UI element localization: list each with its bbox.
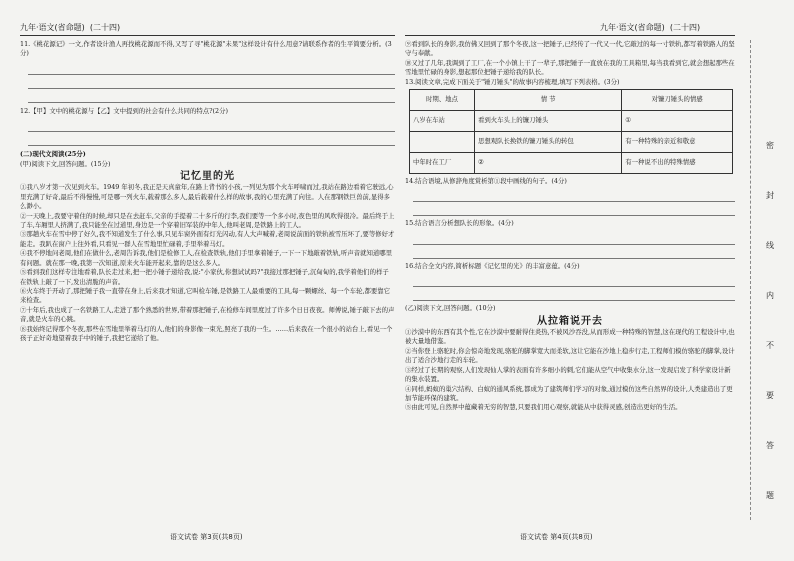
paragraph: ④同样,蚂蚁的巢穴结构、白蚁的通风系统,都成为了建筑师们学习的对象,通过模仿这些自然界的设计,人类建造出了更加节能环保的建筑。 bbox=[405, 384, 733, 402]
question-12: 12.【甲】文中的桃花源与【乙】文中提到的社会有什么共同的特点?(2分) bbox=[20, 106, 228, 115]
section-heading: (二)现代文阅读(25分) bbox=[20, 150, 86, 159]
sub-instruction: (乙)阅读下文,回答问题。(10分) bbox=[405, 304, 496, 313]
paragraph: ③那趟火车在雪中停了好久,我不知道发生了什么事,只见车窗外面有灯光闪动,有人大声喊着,老周说前面的铁轨被雪压坏了,要等修好才能走。我趴在窗户上往外看,只看见一群人在雪地里忙碌着,手里举着马灯。 bbox=[20, 230, 395, 248]
table-cell: 中年时在工厂 bbox=[410, 153, 475, 174]
sub-instruction: (甲)阅读下文,回答问题。(15分) bbox=[20, 159, 111, 168]
paragraph: ⑧我始终记得那个冬夜,那些在雪地里举着马灯的人,他们的身影像一束光,照亮了我的一生。……后来我在一个很小的站台上,看见一个孩子正好奇地望着我手中的锤子,我把它递给了他。 bbox=[20, 324, 393, 342]
table-cell: 八岁在车站 bbox=[410, 111, 475, 132]
answer-line[interactable] bbox=[28, 89, 395, 103]
table-header: 情 节 bbox=[474, 90, 621, 111]
answer-line[interactable] bbox=[413, 202, 735, 216]
article-title: 从拉箱说开去 bbox=[537, 315, 603, 327]
table-row bbox=[410, 132, 733, 153]
table-cell: 有一种特殊的亲近和敬意 bbox=[622, 132, 733, 153]
table-cell bbox=[410, 132, 475, 153]
header-number: (二十四) bbox=[89, 23, 121, 32]
table-row bbox=[410, 111, 733, 132]
sidebar-char: 要 bbox=[766, 391, 774, 400]
header-rule-right bbox=[405, 35, 735, 36]
header-grade: 九年·语文(省命题) bbox=[600, 23, 665, 32]
table-cell: 有一种说不出的特殊情感 bbox=[622, 153, 733, 174]
answer-line[interactable] bbox=[413, 188, 735, 202]
answer-line[interactable] bbox=[413, 231, 735, 245]
paragraph: ⑩又过了几年,我调到了工厂,在一个小镇上干了一辈子,那把锤子一直放在我的工具箱里,每当我看到它,就会想起那些在雪地里忙碌的身影,想起那位把锤子递给我的队长。 bbox=[405, 58, 735, 77]
table-cell: 看到火车头上的镰刀锤头 bbox=[474, 111, 621, 132]
sidebar-char: 内 bbox=[766, 291, 774, 300]
table-cell: 思想观队长换铁的镰刀锤头的转包 bbox=[474, 132, 621, 153]
paragraph: ⑤由此可见,自然界中蕴藏着无穷的智慧,只要我们用心观察,就能从中获得灵感,创造出更好的生活。 bbox=[405, 403, 682, 412]
left-page bbox=[20, 40, 395, 343]
sidebar-char: 密 bbox=[766, 141, 774, 150]
paragraph: ⑨看到队长的身影,我仿佛又回到了那个冬夜,这一把锤子,已经传了一代又一代,它敲过的每一寸铁轨,都写着铁路人的坚守与奉献。 bbox=[405, 40, 735, 58]
paragraph: ①沙漠中的东西有其个性,它在沙漠中要耐得住炎热,不被风沙吞没,从而形成一种特殊的智慧,这在现代的工程设计中,也被大量地借鉴。 bbox=[405, 328, 735, 346]
answer-line[interactable] bbox=[413, 273, 735, 287]
sidebar-char: 不 bbox=[766, 341, 774, 350]
page-footer-left: 语文试卷 第3页(共8页) bbox=[170, 533, 243, 541]
header-number: (二十四) bbox=[669, 23, 701, 32]
table-header: 对镰刀锤头的情感 bbox=[622, 90, 733, 111]
sidebar-char: 题 bbox=[766, 491, 774, 500]
table-header: 时期、地点 bbox=[410, 90, 475, 111]
table-row bbox=[410, 153, 733, 174]
sidebar-char: 封 bbox=[766, 191, 774, 200]
page-footer-right: 语文试卷 第4页(共8页) bbox=[520, 533, 593, 541]
question-15: 15.结合语言分析想队长的形象。(4分) bbox=[405, 219, 514, 228]
sidebar-char: 线 bbox=[766, 241, 774, 250]
answer-line[interactable] bbox=[28, 132, 395, 146]
table-cell-blank[interactable]: ① bbox=[622, 111, 733, 132]
paragraph: ③经过了长期的观察,人们发现仙人掌的表面有许多细小的刺,它们能从空气中收集水分,这一发现启发了科学家设计新的集水装置。 bbox=[405, 365, 731, 384]
table-cell-blank[interactable]: ② bbox=[474, 153, 621, 174]
paragraph: ②当你登上骆驼时,你会惊奇地发现,骆驼的脚掌宽大而柔软,这让它能在沙地上稳步行走,工程师们模仿骆驼的脚掌,设计出了适合沙地行走的车轮。 bbox=[405, 346, 735, 365]
answer-line[interactable] bbox=[28, 118, 395, 132]
story-table bbox=[409, 89, 733, 174]
paragraph: ⑦十年后,我也成了一名铁路工人,走进了那个熟悉的世界,带着那把锤子,在检修车间里度过了许多个日日夜夜。师傅说,锤子敲下去的声音,就是火车的心跳。 bbox=[20, 305, 395, 324]
article-title: 记忆里的光 bbox=[180, 171, 235, 183]
paragraph: ②一天晚上,我要守着住的时候,却只是在去赶车,父亲的手提着二十多斤的行李,我们要等一个多小时,夜色里的风吹得很冷。最后终于上了车,车厢里人挤满了,我只能坐在过道里,身边是一个穿着旧军装的中年人,他叫老周,是铁路上的工人。 bbox=[20, 211, 395, 230]
header-right bbox=[600, 22, 700, 33]
paragraph: ④我不停地问老周,他们在做什么,老周告诉我,他们是检修工人,在检查铁轨,他们手里拿着锤子,一下一下地敲着铁轨,听声音就知道哪里有问题。就在那一晚,我第一次知道,原来火车能开起来,靠的是这么多人。 bbox=[20, 249, 393, 267]
paragraph: ⑥火车终于开动了,那把锤子我一直带在身上,后来我才知道,它叫检车锤,是铁路工人最重要的工具,每一颗螺丝、每一个车轮,都要靠它来检查。 bbox=[20, 286, 391, 305]
sidebar-char: 答 bbox=[766, 441, 774, 450]
seal-dashed-line bbox=[750, 40, 751, 520]
question-13: 13.阅读文章,完成下面关于"锤刀锤头"的故事内容梳理,填写下列表格。(3分) bbox=[405, 77, 620, 86]
answer-line[interactable] bbox=[413, 245, 735, 259]
header-left bbox=[20, 22, 120, 33]
question-11: 11.《桃花源记》一文,作者设计渔人再找桃花源而不得,又写了寻"桃花源"未果"这样设计有什么用意?请联系作者的生平简要分析。(3分) bbox=[20, 40, 392, 58]
paragraph: ①我八岁才第一次见到火车。1949 年初冬,我正是天真童年,在路上背书的小孩,一列见为那个火车呼啸而过,我站在路边看着它驶远,心里充满了好奇,最后不得慢慢,可是哪一列火车,载着那么多人,最后载着什么样的故事,我的心里充满了向往。人在那钢铁巨兽前,显得多么渺小。 bbox=[20, 183, 394, 211]
question-14: 14.结合语境,从修辞角度赏析第①段中画线的句子。(4分) bbox=[405, 177, 567, 186]
question-16: 16.结合全文内容,简析标题《记忆里的光》的丰富意蕴。(4分) bbox=[405, 261, 580, 270]
header-grade: 九年·语文(省命题) bbox=[20, 23, 85, 32]
answer-line[interactable] bbox=[28, 75, 395, 89]
header-rule-left bbox=[20, 35, 395, 36]
paragraph: ⑤看到我们这样专注地看着,队长走过来,把一把小锤子递给我,说:"小家伙,你想试试吗?"我接过那把锤子,沉甸甸的,我学着他们的样子在铁轨上敲了一下,发出清脆的声音。 bbox=[20, 268, 389, 286]
right-page bbox=[405, 40, 735, 413]
answer-line[interactable] bbox=[413, 287, 735, 301]
answer-line[interactable] bbox=[28, 61, 395, 75]
